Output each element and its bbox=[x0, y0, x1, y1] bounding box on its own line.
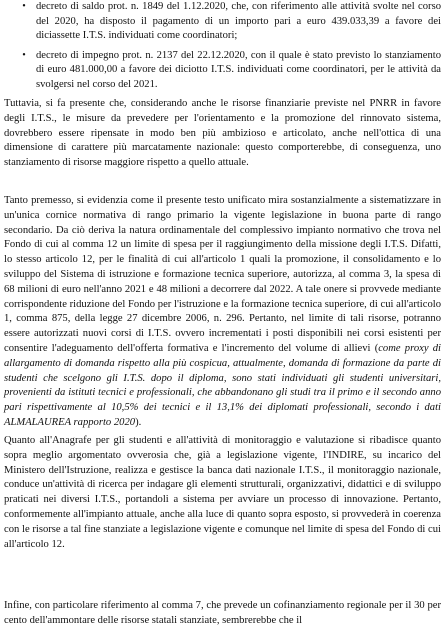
bullet-text: decreto di impegno prot. n. 2137 del 22.12.2020, con il quale è stato previsto lo stanziamento di euro 481.000,00 a favore dei diciotto I.T.S. individuati come coordinatori, per le attività da svolgersi nel corso del 2021. bbox=[36, 49, 441, 90]
paragraph-fondo bbox=[4, 194, 441, 431]
paragraph-comma-7: Infine, con particolare riferimento al comma 7, che prevede un cofinanziamento regionale per il 30 per cento dell'ammontare delle risorse statali stanziate, sembrerebbe che il bbox=[4, 600, 441, 626]
paragraph-anagrafe: Quanto all'Anagrafe per gli studenti e all'attività di monitoraggio e valutazione si ribadisce quanto sopra meglio argomentato ovverosia che, già a legislazione vigente, l'INDIRE, su incarico del Ministero dell'Istruzione, realizza e gestisce la banca dati nazionale I.T.S., il monitoraggio nazionale, conduce un'attività di ricerca per indagare gli elementi strutturali, organizzativi, didattici e di sviluppo praticati nei diversi I.T.S., portandoli a sistema per avviare un processo di innovazione. Pertanto, conformemente all'impianto attuale, anche alla luce di quanto sopra esposto, si provvederà in coerenza con le risorse a tal fine stanziate a legislazione vigente e comunque nel limite di spesa del Fondo di cui all'articolo 12. bbox=[4, 435, 441, 550]
bullet-text: decreto di saldo prot. n. 1849 del 1.12.2020, che, con riferimento alle attività svolte nel corso del 2020, ha disposto il pagamento di un importo pari a euro 439.033,39 a favore dei diciassette I.T.S. individuati come coordinatori; bbox=[36, 1, 441, 42]
bullet-icon: • bbox=[22, 49, 26, 61]
paragraph-fondo-end: ). bbox=[135, 416, 142, 428]
bullet-list bbox=[0, 0, 445, 98]
list-item bbox=[0, 49, 445, 93]
bullet-icon: • bbox=[22, 1, 26, 12]
paragraph-fondo-text: Tanto premesso, si evidenzia come il presente testo unificato mira sostanzialmente a sistematizzare in un'unica cornice normativa di rango primario la vigente legislazione in buona parte di rango secondario. Da ciò deriva la natura ordinamentale del complessivo impianto normativo che trova nel Fondo di cui al comma 12 un limite di spesa per il raggiungimento della missione degli I.T.S. Difatti, lo stesso articolo 12, per le finalità di cui all'articolo 1 quali la promozione, il consolidamento e lo sviluppo del Sistema di istruzione e formazione tecnica superiore, autorizza, al comma 3, la spesa di 68 milioni di euro nell'anno 2021 e 48 milioni a decorrere dal 2022. A tale onere si provvede mediante corrispondente riduzione del Fondo per l'istruzione e la formazione tecnica superiore, di cui all'articolo 1, comma 875, della legge 27 dicembre 2006, n. 296. Pertanto, nel limite di tali risorse, potranno essere autorizzati nuovi corsi di I.T.S. ovvero incrementati i posti disponibili nei corsi esistenti per consentire l'adeguamento dell'offerta formativa e l'incremento del volume di allievi ( bbox=[4, 195, 441, 354]
paragraph-fondo-italic: come proxy di allargamento di domanda rispetto alla più cospicua, attualmente, domanda di formazione da parte di studenti che scelgono gli I.T.S. dopo il diploma, sono stati individuati gli studenti universitari, provenienti da istituti tecnici e professionali, che abbandonano gli studi tra il primo e il secondo anno pari rispettivamente al 10,5% dei tecnici e il 13,1% dei diplomati professionali, secondo i dati ALMALAUREA rapporto 2020 bbox=[4, 342, 441, 428]
list-item bbox=[0, 0, 445, 44]
paragraph-pnrr: Tuttavia, si fa presente che, considerando anche le risorse finanziarie previste nel PNRR in favore degli I.T.S., le misure da prevedere per l'orientamento e la promozione del rinnovato sistema, dovrebbero essere ripensate in modo ben più ambizioso e articolato, anche nell'ottica di una dimensione di carattere più marcatamente nazionale: questo comporterebbe, di conseguenza, uno stanziamento di risorse maggiore rispetto a quello attuale. bbox=[4, 98, 441, 169]
